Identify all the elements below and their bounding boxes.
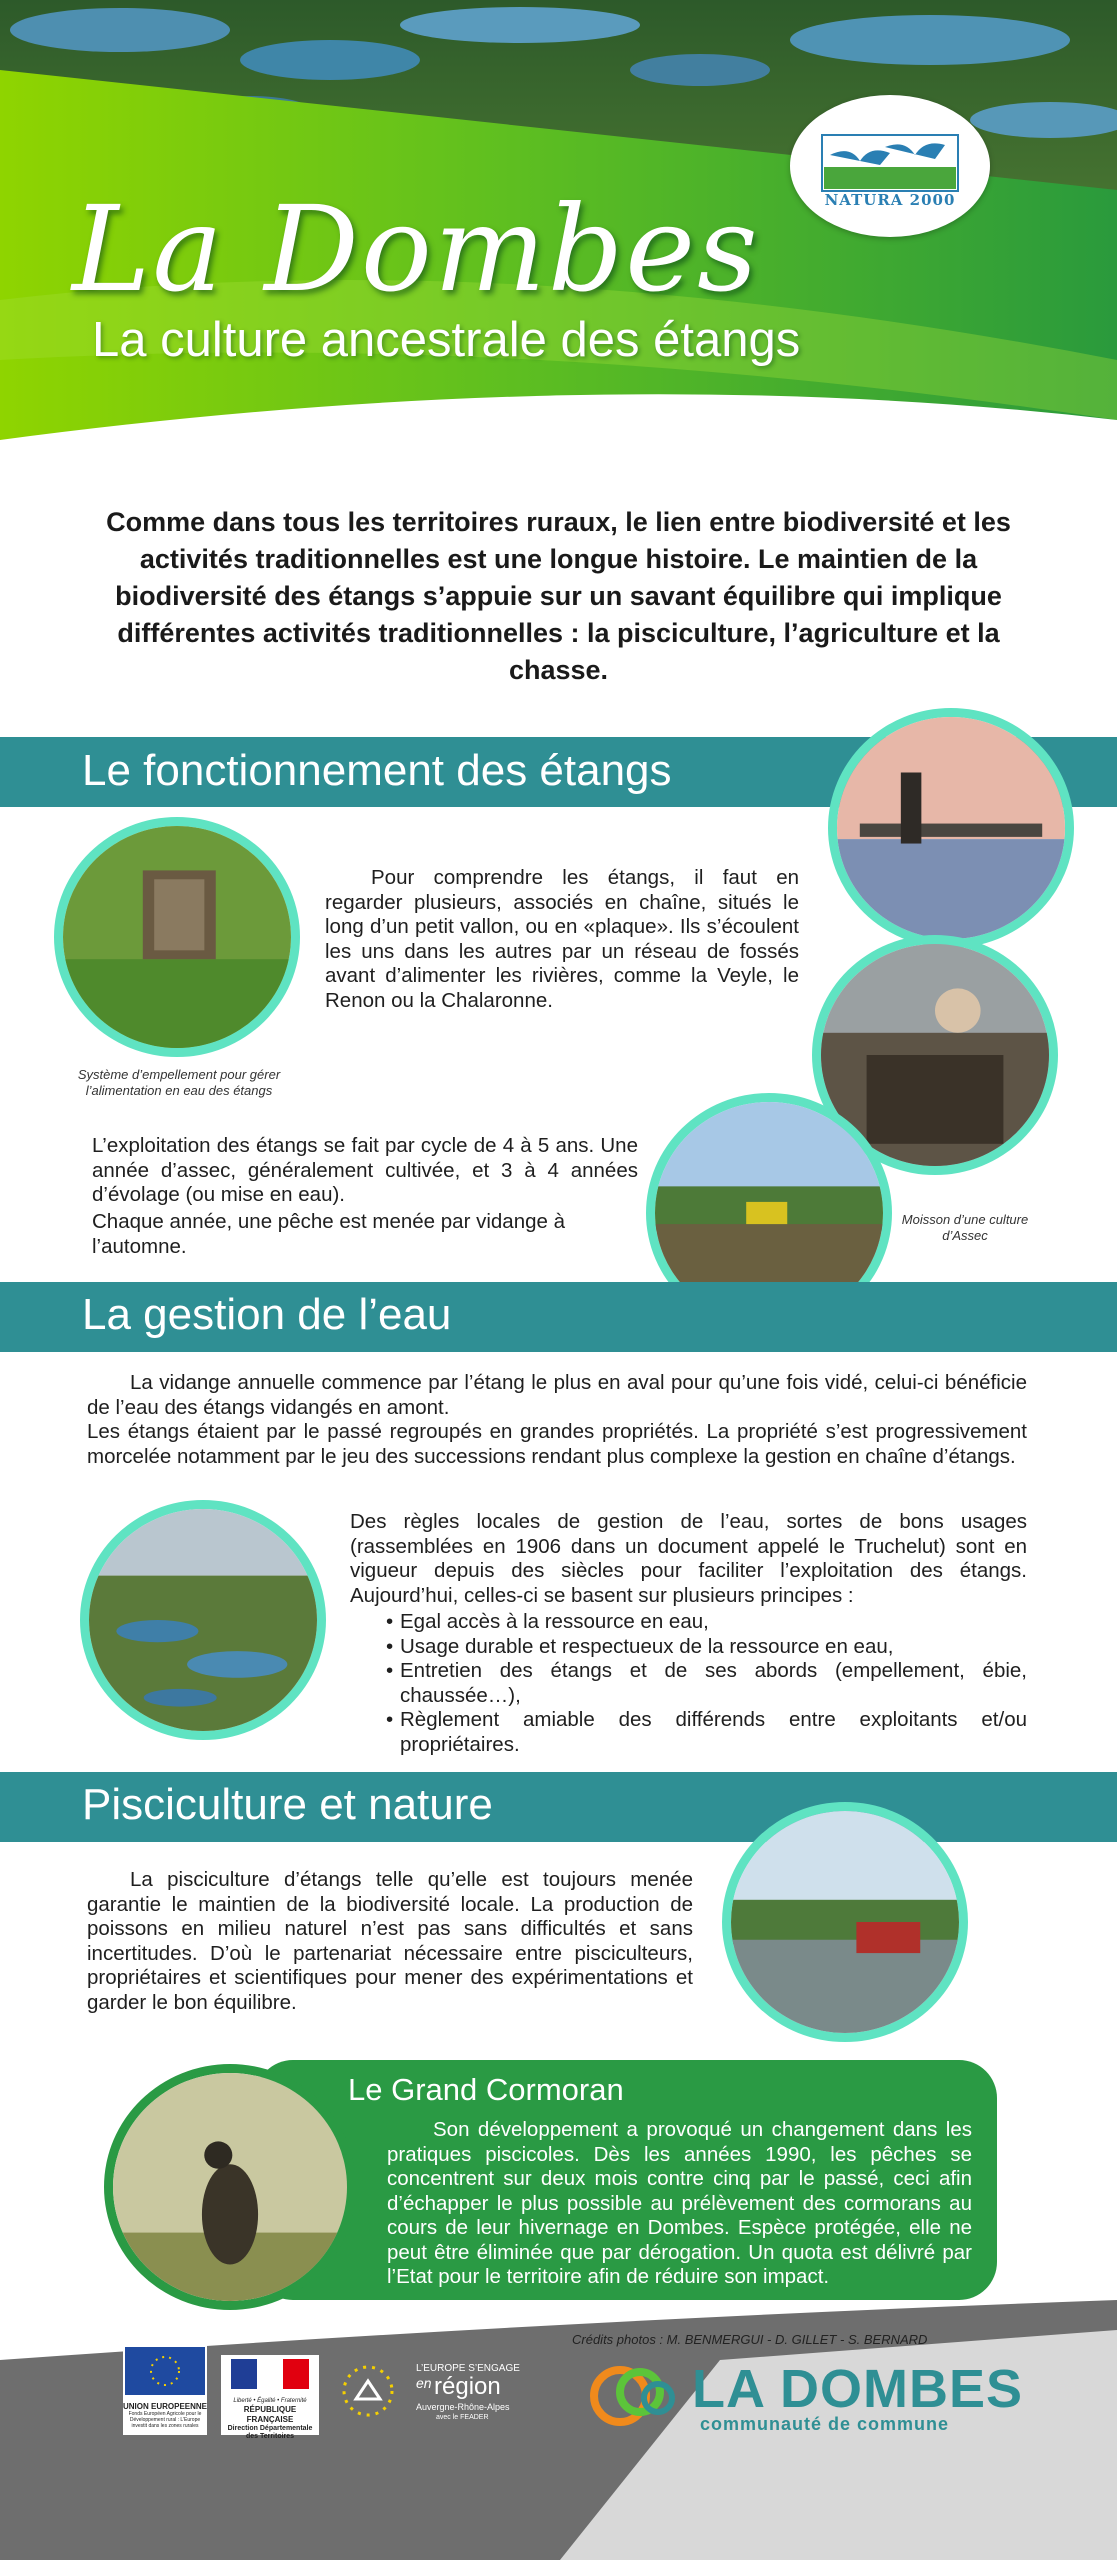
- la-dombes-swirl-icon: [588, 2362, 688, 2428]
- rules-list-item: • Egal accès à la ressource en eau,: [400, 1610, 1027, 1635]
- section2-paragraph-2: Les étangs étaient par le passé regroupés en grandes propriétés. La propriété s’est progressivement morcelée notamment par le jeu des successions rendant plus complexe la gestion en chaîne d’étangs.: [87, 1420, 1027, 1468]
- caption-moisson: Moisson d’une culture d’Assec: [901, 1212, 1029, 1243]
- photo-empellement: [54, 817, 300, 1057]
- eu-label: UNION EUROPEENNE: [123, 2402, 208, 2411]
- section3-paragraph-1: La pisciculture d’étangs telle qu’elle est toujours menée garantie le maintien de la biodiversité locale. La production de poissons en milieu naturel n’est pas sans difficultés et sans incertitudes. D’où le partenariat nécessaire entre pisciculteurs, propriétaires et scientifiques pour mener des expérimentations et garder le bon équilibre.: [87, 1868, 693, 2014]
- section-title-fonctionnement: Le fonctionnement des étangs: [82, 746, 672, 795]
- rf-label: RÉPUBLIQUE FRANÇAISE: [243, 2405, 297, 2424]
- section2-rules-block: [350, 1510, 1027, 1757]
- page-title: La Dombes: [72, 180, 760, 318]
- natura-label: NATURA 2000: [824, 191, 956, 209]
- photo-aerial-ponds: [80, 1500, 326, 1740]
- section1-paragraph-2: L’exploitation des étangs se fait par cycle de 4 à 5 ans. Une année d’assec, généralement cultivée, et 3 à 4 années d’évolage (ou mise en eau).: [92, 1134, 638, 1206]
- la-dombes-sub: communauté de commune: [700, 2414, 950, 2434]
- region-small: avec le FEADER: [436, 2414, 489, 2421]
- photo-hunter-pond: [828, 708, 1074, 948]
- rules-list-item: • Usage durable et respectueux de la ressource en eau,: [400, 1635, 1027, 1660]
- section1-paragraph-3: Chaque année, une pêche est menée par vidange à l’automne.: [92, 1210, 566, 1258]
- empellement-image: [63, 826, 291, 1048]
- rf-motto: Liberté • Égalité • Fraternité: [233, 2398, 307, 2404]
- region-top: L’EUROPE S’ENGAGE: [416, 2363, 520, 2374]
- la-dombes-name: LA DOMBES: [692, 2359, 1023, 2419]
- section-title-pisciculture: Pisciculture et nature: [82, 1780, 493, 1829]
- photo-credits: Crédits photos : M. BENMERGUI - D. GILLET - S. BERNARD: [572, 2332, 928, 2347]
- eu-logo: [123, 2345, 207, 2435]
- section2-paragraph-3: Des règles locales de gestion de l’eau, sortes de bons usages (rassemblées en 1906 dans un document appelé le Truchelut) sont en vigueur depuis des siècles pour faciliter l’exploitation des étangs. Aujourd’hui, celles-ci se basent sur plusieurs principes :: [350, 1510, 1027, 1607]
- caption-empellement: Système d’empellement pour gérer l’alimentation en eau des étangs: [77, 1067, 281, 1098]
- republique-francaise-logo: [221, 2355, 319, 2440]
- page-subtitle: La culture ancestrale des étangs: [92, 313, 801, 367]
- la-dombes-logo: [588, 2358, 1023, 2438]
- cormoran-image: [113, 2073, 347, 2301]
- region-logo: [336, 2355, 536, 2435]
- rf-sub: Direction Départementale des Territoires: [227, 2425, 313, 2440]
- intro-text: Comme dans tous les territoires ruraux, le lien entre biodiversité et les activités traditionnelles est une longue histoire. Le maintien de la biodiversité des étangs s’appuie sur un savant équilibre qui implique différentes activités traditionnelles : la pisciculture, l’agriculture et la chasse.: [106, 507, 1011, 685]
- rules-list-item: • Règlement amiable des différends entre exploitants et/ou propriétaires.: [400, 1708, 1027, 1757]
- section1-paragraph-1: Pour comprendre les étangs, il faut en regarder plusieurs, associés en chaîne, situés le long d’un petit vallon, ou en «plaque». Ils s’écoulent les uns dans les autres par un réseau de fossés avant d’alimenter les rivières, comme la Veyle, le Renon ou la Chalaronne.: [325, 866, 799, 1012]
- region-word: région: [434, 2373, 501, 2400]
- region-en: en: [416, 2375, 432, 2391]
- rules-list: [350, 1610, 1027, 1757]
- fish-sorting-image: [731, 1811, 959, 2033]
- hunter-pond-image: [837, 717, 1065, 939]
- photo-cormoran: [104, 2064, 356, 2310]
- eu-small: Fonds Européen Agricole pour le Développement rural : L’Europe investit dans les zones rurales: [128, 2411, 202, 2429]
- region-name: Auvergne-Rhône-Alpes: [416, 2402, 510, 2412]
- aerial-ponds-image: [89, 1509, 317, 1731]
- section-title-gestion: La gestion de l’eau: [82, 1290, 452, 1339]
- eu-flag-icon: [123, 2345, 207, 2397]
- photo-fish-sorting: [722, 1802, 968, 2042]
- marianne-icon: [221, 2355, 319, 2393]
- rules-list-item: • Entretien des étangs et de ses abords (empellement, ébie, chaussée…),: [400, 1659, 1027, 1708]
- europe-stars-icon: [336, 2359, 400, 2423]
- cormoran-text: Son développement a provoqué un changement dans les pratiques piscicoles. Dès les années 1990, les pêches se concentrent sur deux mois contre cinq par le passé, ceci afin d’échapper le plus possible au prélèvement des cormorans au cours de leur hivernage en Dombes. Espèce protégée, elle ne peut être éliminée que par dérogation. Un quota est délivré par l’Etat pour le territoire afin de réduire son impact.: [387, 2118, 972, 2288]
- section2-paragraph-1: La vidange annuelle commence par l’étang le plus en aval pour qu’une fois vidé, celui-ci bénéficie de l’eau des étangs vidangés en amont.: [87, 1371, 1027, 1419]
- cormoran-title: Le Grand Cormoran: [348, 2072, 624, 2107]
